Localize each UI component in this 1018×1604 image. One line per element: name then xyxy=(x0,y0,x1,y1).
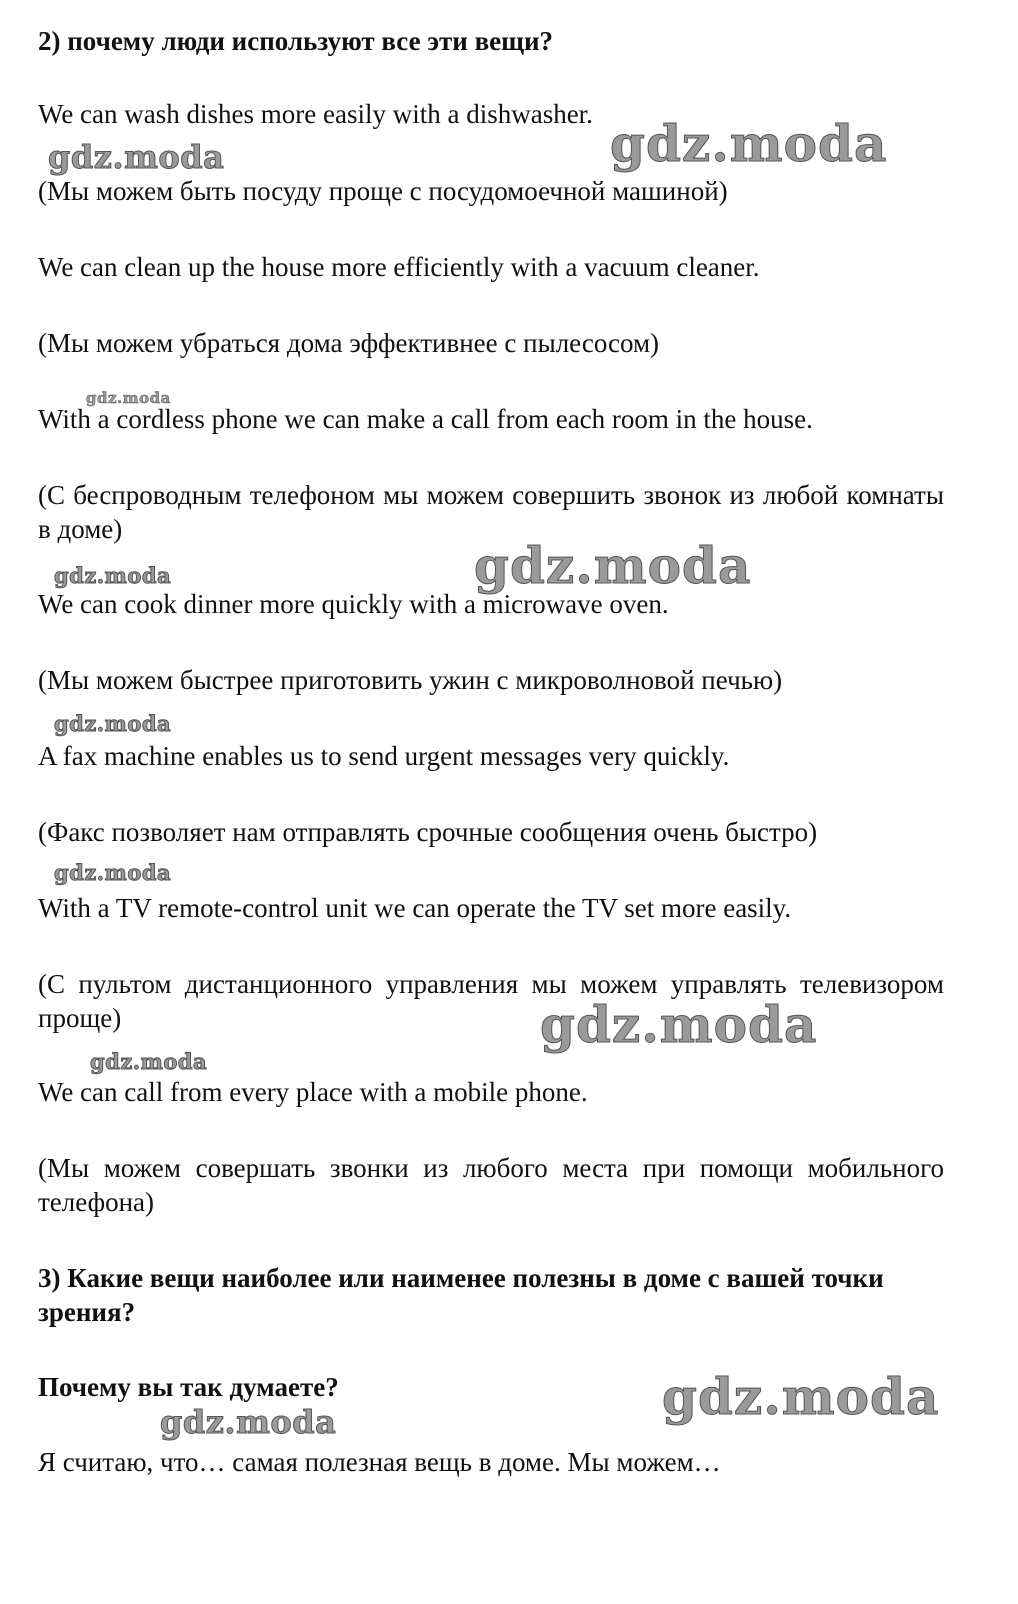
question-2-title: 2) почему люди используют все эти вещи? xyxy=(38,26,554,56)
sentence-en-4: We can cook dinner more quickly with a microwave oven. xyxy=(38,589,669,619)
watermark: gdz.moda xyxy=(540,995,818,1054)
watermark: gdz.moda xyxy=(54,860,172,885)
question-3-subtitle: Почему вы так думаете? xyxy=(38,1372,339,1402)
sentence-en-3: With a cordless phone we can make a call from each room in the house. xyxy=(38,404,813,434)
sentence-en-2: We can clean up the house more efficiently with a vacuum cleaner. xyxy=(38,252,760,282)
sentence-en-1: We can wash dishes more easily with a dishwasher. xyxy=(38,99,593,129)
sentence-ru-6: (С пультом дистанционного управления мы можем управлять телевизором проще) xyxy=(38,969,944,1033)
sentence-ru-5: (Факс позволяет нам отправлять срочные сообщения очень быстро) xyxy=(38,817,818,847)
watermark: gdz.moda xyxy=(160,1403,337,1441)
watermark: gdz.moda xyxy=(610,114,888,173)
watermark: gdz.moda xyxy=(662,1367,940,1426)
sentence-ru-3: (С беспроводным телефоном мы можем совершить звонок из любой комнаты в доме) xyxy=(38,480,944,544)
sentence-en-5: A fax machine enables us to send urgent messages very quickly. xyxy=(38,741,730,771)
sentence-ru-1: (Мы можем быть посуду проще с посудомоечной машиной) xyxy=(38,176,728,206)
sentence-ru-4: (Мы можем быстрее приготовить ужин с микроволновой печью) xyxy=(38,665,783,695)
sentence-ru-2: (Мы можем убраться дома эффективнее с пылесосом) xyxy=(38,328,660,358)
question-3-title: 3) Какие вещи наиболее или наименее полезны в доме с вашей точки зрения? xyxy=(38,1263,884,1327)
watermark: gdz.moda xyxy=(474,536,752,595)
watermark: gdz.moda xyxy=(86,389,171,407)
sentence-en-6: With a TV remote-control unit we can operate the TV set more easily. xyxy=(38,893,792,923)
answer-template: Я считаю, что… самая полезная вещь в доме. Мы можем… xyxy=(38,1447,721,1477)
watermark: gdz.moda xyxy=(48,138,225,176)
watermark: gdz.moda xyxy=(54,711,172,736)
sentence-ru-7: (Мы можем совершать звонки из любого места при помощи мобильного телефона) xyxy=(38,1153,944,1217)
watermark: gdz.moda xyxy=(54,563,172,588)
watermark: gdz.moda xyxy=(90,1049,208,1074)
sentence-en-7: We can call from every place with a mobile phone. xyxy=(38,1077,588,1107)
